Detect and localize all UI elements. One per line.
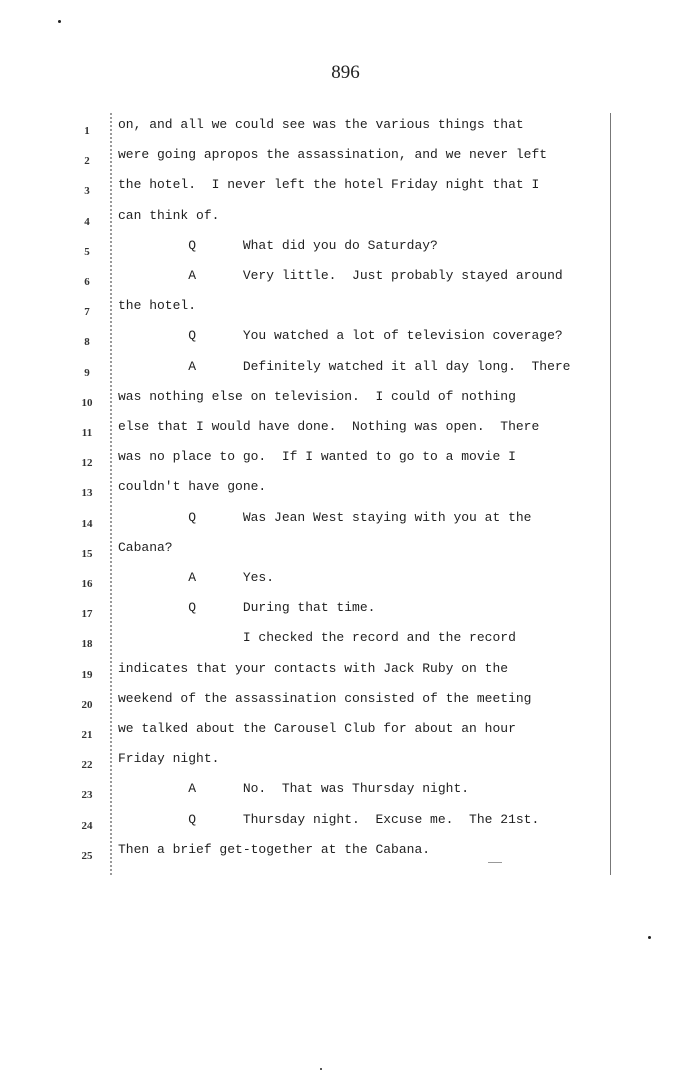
line-number: 11 [81, 427, 93, 439]
line-number: 24 [81, 820, 93, 832]
transcript-line: indicates that your contacts with Jack Ruby on the [118, 661, 509, 676]
scan-mark [488, 862, 502, 863]
transcript-line: Friday night. [118, 751, 220, 766]
transcript-line: couldn't have gone. [118, 479, 267, 494]
transcript-line: I checked the record and the record [118, 630, 516, 645]
transcript-line: Cabana? [118, 540, 173, 555]
line-number: 19 [81, 669, 93, 681]
scan-speck [58, 20, 61, 23]
transcript-line: A Very little. Just probably stayed around [118, 268, 563, 283]
line-number: 17 [81, 608, 93, 620]
line-number: 3 [84, 185, 90, 197]
line-number: 9 [84, 367, 90, 379]
line-number: 22 [81, 759, 93, 771]
line-number: 2 [84, 155, 90, 167]
transcript-line: Q Was Jean West staying with you at the [118, 510, 532, 525]
transcript-line: Q What did you do Saturday? [118, 238, 438, 253]
line-number: 5 [84, 246, 90, 258]
transcript-line: Q You watched a lot of television coverage? [118, 328, 563, 343]
transcript-line: weekend of the assassination consisted of the meeting [118, 691, 532, 706]
transcript-line: was nothing else on television. I could of nothing [118, 389, 516, 404]
transcript-line: on, and all we could see was the various things that [118, 117, 524, 132]
transcript-line: A Definitely watched it all day long. There [118, 359, 571, 374]
line-number: 7 [84, 306, 90, 318]
page-number: 896 [331, 62, 360, 83]
right-margin-rule [610, 113, 612, 875]
transcript-line: the hotel. I never left the hotel Friday night that I [118, 177, 540, 192]
transcript-line: else that I would have done. Nothing was open. There [118, 419, 540, 434]
line-number: 8 [84, 336, 90, 348]
transcript-line: A No. That was Thursday night. [118, 781, 470, 796]
transcript-line: Q During that time. [118, 600, 376, 615]
scan-speck [320, 1068, 322, 1070]
line-number: 12 [81, 457, 93, 469]
transcript-line: we talked about the Carousel Club for about an hour [118, 721, 516, 736]
line-number: 21 [81, 729, 93, 741]
line-number: 15 [81, 548, 93, 560]
transcript-line: Then a brief get-together at the Cabana. [118, 842, 431, 857]
transcript-line: can think of. [118, 208, 220, 223]
line-number: 1 [84, 125, 90, 137]
transcript-line: A Yes. [118, 570, 275, 585]
line-number: 25 [81, 850, 93, 862]
left-margin-rule [110, 113, 113, 875]
transcript-line: the hotel. [118, 298, 197, 313]
line-number: 4 [84, 216, 90, 228]
transcript-line: were going apropos the assassination, and we never left [118, 147, 548, 162]
line-number: 18 [81, 638, 93, 650]
transcript-line: was no place to go. If I wanted to go to a movie I [118, 449, 516, 464]
line-number: 10 [81, 397, 93, 409]
line-number: 23 [81, 789, 93, 801]
transcript-line: Q Thursday night. Excuse me. The 21st. [118, 812, 540, 827]
line-number: 6 [84, 276, 90, 288]
line-number: 13 [81, 487, 93, 499]
scan-speck [648, 936, 651, 939]
line-number: 16 [81, 578, 93, 590]
line-number: 14 [81, 518, 93, 530]
line-number: 20 [81, 699, 93, 711]
